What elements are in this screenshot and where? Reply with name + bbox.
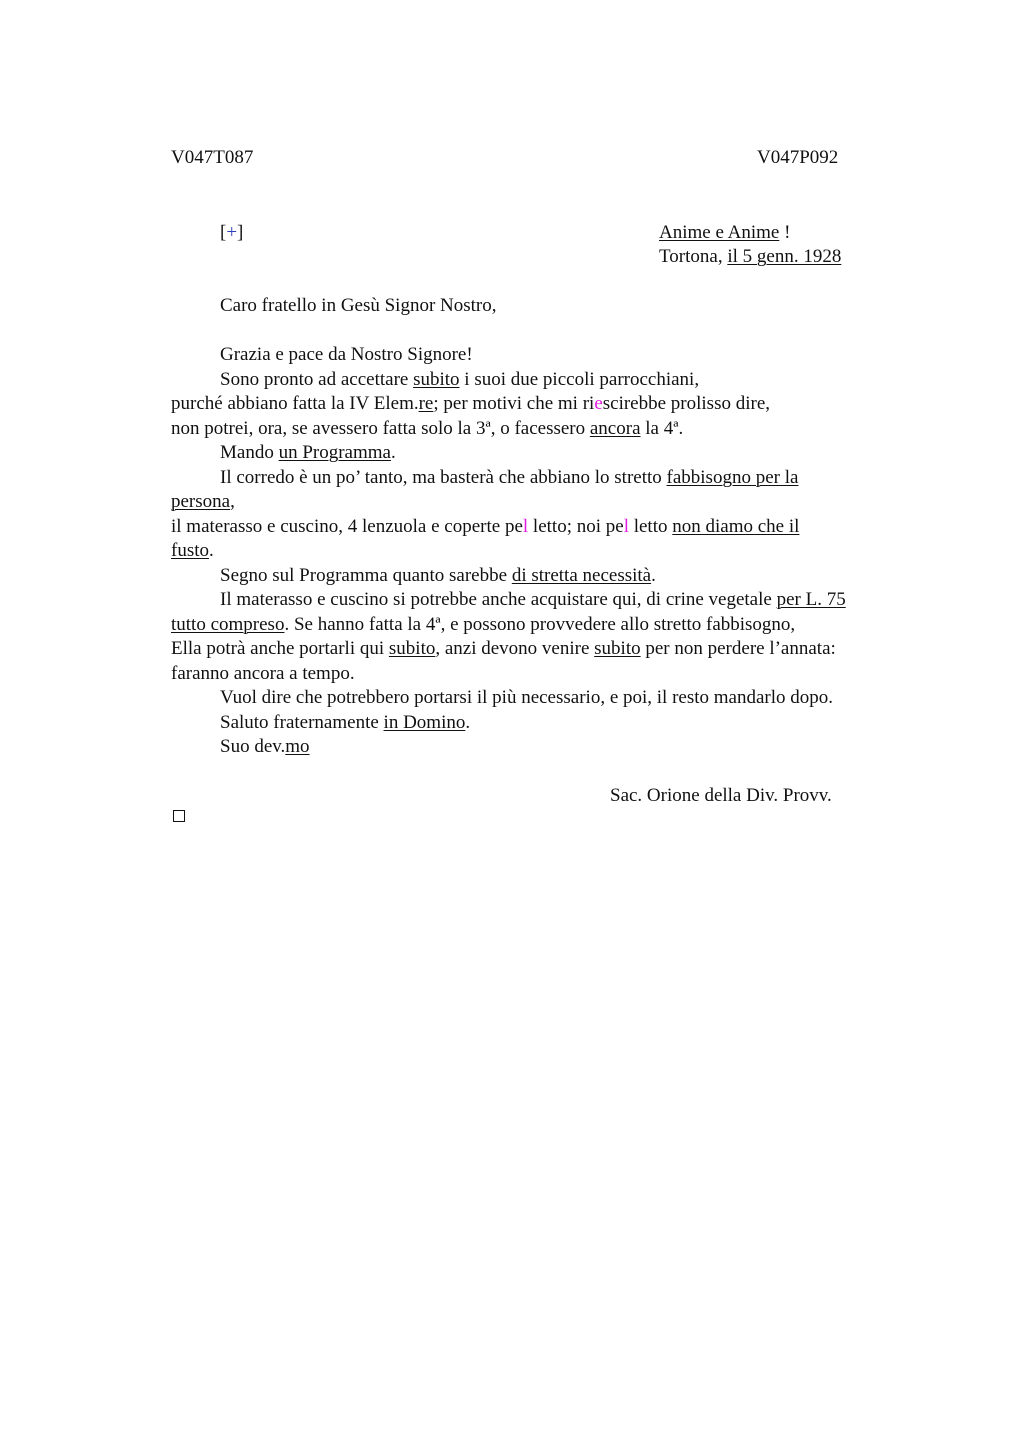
text: letto — [628, 515, 673, 537]
motto-text: Anime e Anime — [659, 222, 780, 243]
text: i suoi due piccoli parrocchiani, — [459, 368, 700, 390]
underlined-text: fabbisogno per la — [666, 466, 799, 488]
body-line — [171, 417, 911, 442]
cross-open: [ — [220, 222, 227, 243]
archive-code-right: V047P092 — [757, 147, 839, 168]
text: il materasso e cuscino, 4 lenzuola e coperte pe — [171, 515, 523, 537]
text: ; per motivi che mi ri — [433, 393, 595, 414]
body-line — [171, 466, 911, 491]
date: il 5 genn. 1928 — [727, 246, 842, 267]
text: . Se hanno fatta la 4ª, e possono provvedere allo stretto fabbisogno, — [284, 613, 796, 635]
place-date — [659, 245, 841, 269]
text: purché abbiano fatta la IV Elem. — [171, 393, 419, 414]
underlined-text: di stretta necessità — [511, 564, 652, 586]
underlined-text: ancora — [589, 417, 641, 439]
checkbox-icon — [173, 810, 185, 822]
text: per non perdere l’annata: — [640, 638, 836, 659]
underlined-text: in Domino — [383, 711, 466, 733]
text: Il corredo è un po’ tanto, ma basterà che abbiano lo stretto — [220, 466, 667, 488]
body-line: Vuol dire che potrebbero portarsi il più necessario, e poi, il resto mandarlo dopo. — [220, 687, 834, 708]
body-line — [171, 613, 911, 638]
body-line — [171, 735, 911, 760]
highlighted-letter: l — [522, 515, 529, 537]
body-line — [171, 490, 911, 515]
motto-excl: ! — [779, 222, 791, 243]
text: Segno sul Programma quanto sarebbe — [220, 564, 512, 586]
place: Tortona, — [659, 246, 728, 267]
body-line — [171, 564, 911, 589]
letter-body — [171, 343, 911, 760]
archive-code-left: V047T087 — [171, 147, 254, 168]
text: . — [390, 442, 396, 463]
text: scirebbe prolisso dire, — [602, 393, 771, 414]
text: letto; noi pe — [528, 515, 624, 537]
text: Mando — [220, 442, 279, 463]
motto — [659, 221, 790, 245]
body-line — [171, 368, 911, 393]
text: . — [651, 564, 656, 586]
body-line — [171, 637, 911, 662]
text: Saluto fraternamente — [220, 711, 384, 733]
underlined-text: tutto compreso — [171, 613, 285, 635]
text: , anzi devono venire — [435, 638, 595, 659]
underlined-text: subito — [413, 368, 460, 390]
underlined-text: mo — [285, 736, 310, 757]
text: non potrei, ora, se avessero fatta solo la 3ª, o facessero — [171, 417, 590, 439]
cross-close: ] — [237, 222, 244, 243]
text: Suo dev. — [220, 736, 286, 757]
body-line — [171, 441, 911, 466]
text: . — [465, 711, 471, 733]
cross-symbol — [220, 221, 243, 245]
body-line — [171, 711, 911, 736]
body-line — [171, 392, 911, 417]
underlined-text: un Programma — [278, 442, 391, 463]
underlined-text: per L. 75 — [776, 589, 846, 610]
underlined-text: persona — [171, 491, 231, 512]
body-line — [171, 515, 911, 540]
text: , — [230, 491, 235, 512]
body-line — [171, 588, 911, 613]
body-line — [171, 539, 911, 564]
text: la 4ª. — [640, 417, 684, 439]
underlined-text: re — [418, 393, 434, 414]
signature: Sac. Orione della Div. Provv. — [610, 785, 832, 806]
text: Il materasso e cuscino si potrebbe anche acquistare qui, di crine vegetale — [220, 589, 777, 610]
highlighted-letter: e — [594, 393, 603, 414]
text: Sono pronto ad accettare — [220, 368, 414, 390]
body-line: faranno ancora a tempo. — [171, 662, 355, 684]
text: Ella potrà anche portarli qui — [171, 638, 389, 659]
underlined-text: fusto — [171, 540, 209, 561]
underlined-text: non diamo che il — [672, 515, 800, 537]
underlined-text: subito — [388, 638, 436, 659]
body-line: Grazia e pace da Nostro Signore! — [220, 344, 473, 365]
cross-icon: + — [226, 222, 238, 243]
salutation: Caro fratello in Gesù Signor Nostro, — [220, 295, 497, 316]
text: . — [209, 540, 214, 561]
highlighted-letter: l — [623, 515, 629, 537]
underlined-text: subito — [594, 638, 641, 659]
